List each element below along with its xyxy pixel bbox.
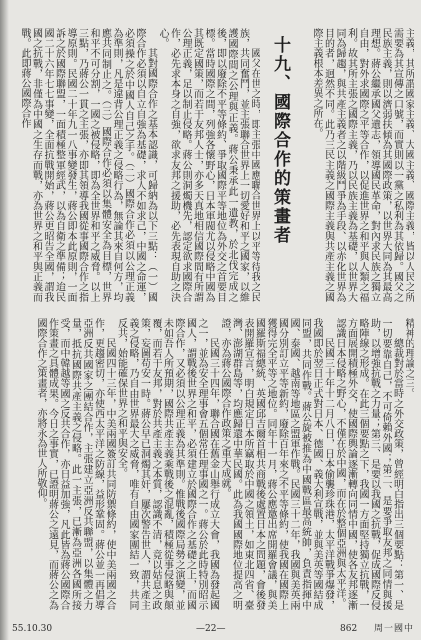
footer-page-number: —22— — [196, 624, 226, 634]
section-title: 十九、國際合作的策畫者 — [270, 36, 290, 245]
paragraph: 總裁對於當時之外交政策，曾經明白指出三個要點：第一、是一切要靠自己，不可倚賴外國；第二、是要爭取友邦之同情與援助，以增強抗戰之力量；第三、是要以我國之抗戰，促成國際反侵略陣線之形成。在此三個要點之下，我國一方面堅持獨立抗戰，一方面展開積極外交，使國際輿論逐漸轉向同情中國，使各友邦逐漸認識日本侵略之野心，不僅在於中國，而在於整個亞洲與太平洋。 — [334, 318, 403, 610]
paragraph: 精神的理論之三。 — [403, 318, 414, 398]
footer-date: 55.10.30 — [12, 624, 53, 634]
paragraph: 其對國際合作之基本認識，可歸納為以下三點：（一）國際合作必須以自立自強為基礎，求人不如求己，中國之命運，必須操之於中國人自己之手。（二）國際合作必須以公理正義為準則，凡是違背公理正義之侵略行為，無論其來自何方，均應共同制止之。（三）國際合作必須以集體安全為目標，世界和平不可分割，一國之被侵略，即為全世界和平之威脅。以上三點，乃蔣公一貫之主張，亦即其領導我國從事國際合作之指導原則。民國二十年九一八事變發生，蔣公即本此原則，一面訴之於國際聯盟，一面積極整軍經武，以為自衛之準備；迨民國二十六年七七事變，全面抗戰開始，蔣公更昭告全國，謂我國之抗戰，非僅為中國之生存而戰，亦為世界之和平與正義而戰。此即蔣公國際合作 — [19, 28, 157, 302]
paragraph: 國父在世之時，即主張中國應聯合世界上以平等待我之民族，共同奮鬥，並主張聯合世界上一切愛好和平之國家，以維護國際間之公理與正義。蔣公秉承此一遺教，於北伐完成之後，即以廢除不平等條約、爭取國際平等地位為外交之首要目標。當時國際之間，列強各懷野心，日本軍閥尤以侵略中國為其既定國策，而若干友邦人士，亦多天真地相信國際間有所謂公理正義，足以制止侵略。蔣公則洞燭機先，認定欲求國際合作，必先求本身之自強，欲求友邦之援助，必先表現自助之決心。 — [157, 28, 260, 302]
top-left-text-block — [8, 28, 260, 302]
footer-issue-number: 862 — [340, 624, 358, 634]
paragraph: 民國四十三年，中美兩國簽訂共同防禦條約，使中美兩國之合作，更趨密切，亦使西太平洋之防線，益形鞏固。蔣公並一再倡導亞洲反共國家之團結合作，主張建立亞洲反共聯盟，以集體之力量，抵抗國際共產主義之侵略。此一主張，已漸為亞洲各國所接受，而中韓越等國之反共合作，亦日益加強，凡此皆為蔣公國際合作策畫之具體成果。今日之事實，已證明蔣公之遠見，而蔣公之為國際合作之策畫者，亦將永為世人所敬仰。 — [35, 318, 115, 610]
paragraph: 民國三十年十二月八日，日本偷襲珍珠港，太平洋戰爭爆發，我國即於翌日正式對日本、德國、義大利宣戰，並與美英等國結成同盟，共同作戰。蔣公旋被推為中國戰區最高統帥，負責指揮中國、泰國、越南等地區之盟軍作戰。民國三十二年，我國與美英兩國分別訂立平等新約，廢除百年來之不平等條約，使我國在國際上獲得完全平等之地位。同年十一月，蔣公應邀出席開羅會議，與美國羅斯福總統、英國邱吉爾首相共商戰後處置日本之問題，會後發表開羅宣言，明白規定日本所竊取於中國之領土，如東北四省、臺灣、澎湖群島等，均應歸還中華民國。此為我國國際地位提高之明證，亦為蔣公國際合作政策之重大成就。 — [219, 318, 334, 610]
paragraph: 主義，其所謂國家主義、大國主義、國際主義，皆以人民之所需要為其宣傳之口號，而實則以一黨之私利為其依歸。國父之民族主義，則以濟弱扶傾為其國際政策，以世界大同為其最高理想。蔣公繼承國父遺志，領導國民革命，對內求民族之獨立自由，對外求國際之平等合作，以促進世界之和平與人類之福利。故其所主張之國際主義，乃以民族主義為基礎，以世界大同為歸趨，與共產主義者之以階級鬥爭為手段、以赤化世界為目的者，迥然不同。此乃三民主義之國際主義與共產主義之國際主義根本差異之所在。 — [311, 28, 414, 302]
bottom-text-block — [8, 318, 414, 610]
paragraph: 民國三十四年，聯合國在舊金山舉行成立大會，我國為發起國之一，並為安全理事會五個常任理事國之一。蔣公於此時特別昭示國人，謂戰後世界之和平，必須建立於國際合作之基礎之上，而國際合作，又必須以公理正義為其準則。惟戰後國際局勢之演變，並未如吾人所預期，國際共產主義乘戰後之混亂，積極從事侵略與顛覆，而若干友邦，對於共產主義之本質，認識不清，竟以姑息之政策，妄圖苟安一時。蔣公早已洞燭其奸，屢次警告世人，謂共產主義之侵略，乃自由世界最大之威脅，唯有自由國家團結一致，共同反共，始能確保世界之和平與安全。 — [115, 318, 219, 610]
footer-publication-name: 周一國中 — [374, 624, 415, 634]
top-right-text-block — [296, 28, 414, 302]
